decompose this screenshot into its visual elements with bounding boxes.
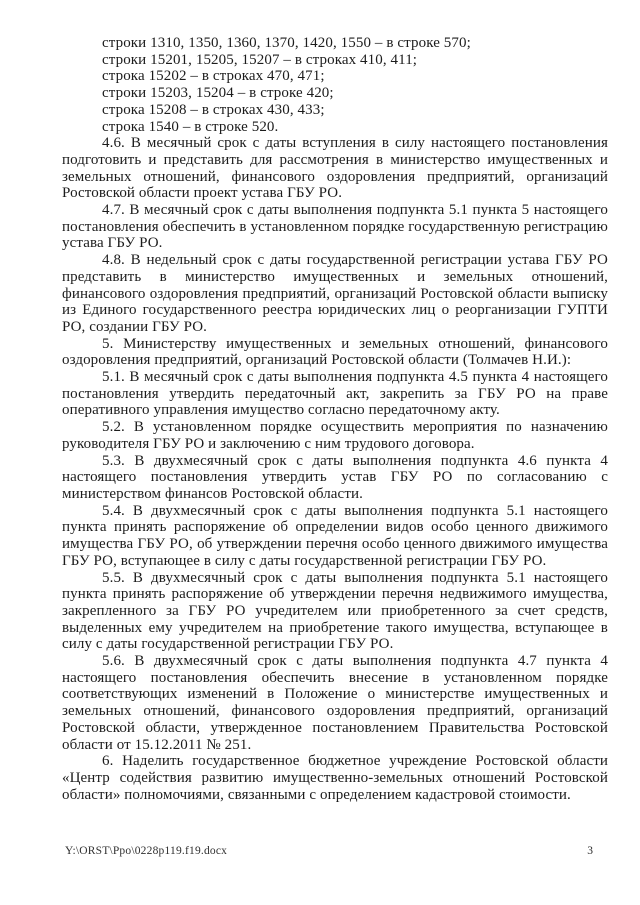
budget-lines-list <box>62 35 608 135</box>
list-line: строка 1540 – в строке 520. <box>102 118 279 135</box>
list-line: строки 1310, 1350, 1360, 1370, 1420, 1550 – в строке 570; <box>102 35 471 51</box>
footer-page-number: 3 <box>587 845 593 857</box>
paragraph-5-2: 5.2. В установленном порядке осуществить мероприятия по назначению руководителя ГБУ РО и заключению с ним трудового договора. <box>62 419 608 452</box>
paragraph-5-3: 5.3. В двухмесячный срок с даты выполнения подпункта 4.6 пункта 4 настоящего постановления утвердить устав ГБУ РО по согласованию с министерством финансов Ростовской области. <box>62 452 608 502</box>
paragraph-6: 6. Наделить государственное бюджетное учреждение Ростовской области «Центр содействия развитию имущественно-земельных отношений Ростовской области» полномочиями, связанными с определением кадастровой стоимости. <box>62 753 608 803</box>
list-line: строка 15208 – в строках 430, 433; <box>102 101 325 118</box>
paragraph-5-6: 5.6. В двухмесячный срок с даты выполнения подпункта 4.7 пункта 4 настоящего постановления обеспечить внесение в установленном порядке соответствующих изменений в Положение о министерстве имущественных и земельных отношений, финансового оздоровления предприятий, организаций Ростовской области, утвержденное постановлением Правительства Ростовской области от 15.12.2011 № 251. <box>62 653 608 753</box>
list-line: строка 15202 – в строках 470, 471; <box>102 68 325 85</box>
document-body <box>62 35 608 803</box>
footer-file-path: Y:\ORST\Ppo\0228p119.f19.docx <box>65 845 228 857</box>
list-line: строки 15203, 15204 – в строке 420; <box>102 85 334 102</box>
list-line: строки 15201, 15205, 15207 – в строках 410, 411; <box>102 51 418 68</box>
paragraph-5: 5. Министерству имущественных и земельных отношений, финансового оздоровления предприятий, организаций Ростовской области (Толмачев Н.И.): <box>62 335 608 369</box>
paragraph-4-6: 4.6. В месячный срок с даты вступления в силу настоящего постановления подготовить и представить для рассмотрения в министерство имущественных и земельных отношений, финансового оздоровления предприятий, организаций Ростовской области проект устава ГБУ РО. <box>62 135 608 202</box>
paragraph-5-1: 5.1. В месячный срок с даты выполнения подпункта 4.5 пункта 4 настоящего постановления утвердить передаточный акт, закрепить за ГБУ РО на праве оперативного управления имущество согласно передаточному акту. <box>62 369 608 419</box>
paragraph-5-5: 5.5. В двухмесячный срок с даты выполнения подпункта 5.1 настоящего пункта принять распоряжение об утверждении перечня недвижимого имущества, закрепленного за ГБУ РО учредителем или приобретенного за счет средств, выделенных ему учредителем на приобретение такого имущества, вступающее в силу с даты государственной регистрации ГБУ РО. <box>62 569 608 653</box>
page-footer <box>65 845 593 857</box>
paragraph-4-8: 4.8. В недельный срок с даты государственной регистрации устава ГБУ РО представить в министерство имущественных и земельных отношений, финансового оздоровления предприятий, организаций Ростовской области выписку из Единого государственного реестра юридических лиц о реорганизации ГУПТИ РО, создании ГБУ РО. <box>62 252 608 335</box>
paragraph-5-4: 5.4. В двухмесячный срок с даты выполнения подпункта 5.1 настоящего пункта принять распоряжение об определении видов особо ценного движимого имущества ГБУ РО, об утверждении перечня особо ценного движимого имущества ГБУ РО, вступающее в силу с даты государственной регистрации ГБУ РО. <box>62 502 608 569</box>
paragraph-4-7: 4.7. В месячный срок с даты выполнения подпункта 5.1 пункта 5 настоящего постановления обеспечить в установленном порядке государственную регистрацию устава ГБУ РО. <box>62 202 608 252</box>
